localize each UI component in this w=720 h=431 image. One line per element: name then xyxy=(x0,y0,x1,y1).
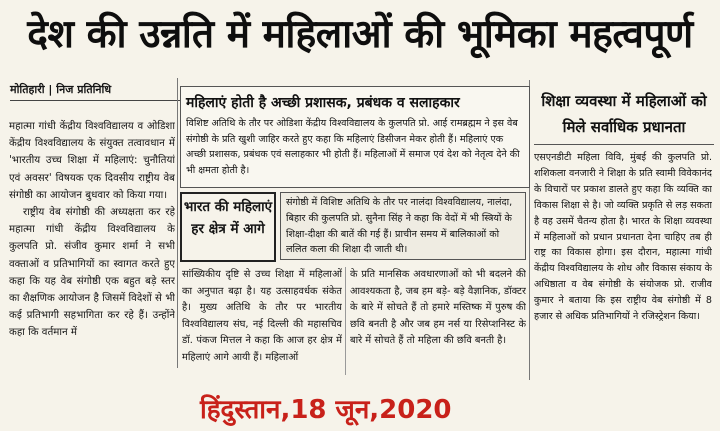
column-1-paragraph-2: राष्ट्रीय वेब संगोष्ठी की अध्यक्षता कर रहे महात्मा गांधी केंद्रीय विश्वविद्यालय के कुलपति प्रो. संजीव कुमार शर्मा ने सभी वक्ताओं व प्रतिभागियों का स्वागत करते हुए कहा कि यह वेब संगोष्ठी एक बहुत बड़े स्तर का शैक्षणिक आयोजन है जिसमें विदेशों से भी कई प्रतिभागी सहभागिता कर रहे हैं। उन्होंने कहा कि वर्तमान में xyxy=(9,207,175,339)
left-box-heading: भारत की महिलाएं हर क्षेत्र में आगे xyxy=(180,192,276,262)
column-1-paragraph-1: महात्मा गांधी केंद्रीय विश्वविद्यालय व ओडिशा केंद्रीय विश्वविद्यालय के संयुक्त तत्वावधान में 'भारतीय उच्च शिक्षा में महिलाएं: चुनौतियां एवं अवसर' विषयक एक दिवसीय राष्ट्रीय वेब संगोष्ठी का आयोजन बुधवार को किया गया। xyxy=(9,121,175,201)
source-caption: हिंदुस्तान,18 जून,2020 xyxy=(200,395,452,425)
column-rule-left xyxy=(177,78,178,368)
column-3: के प्रति मानसिक अवधारणाओं को भी बदलने की आवश्यकता है, जब हम बड़े- बड़े वैज्ञानिक, डॉक्टर के बारे में सोचते हैं तो हमारे मस्तिष्क में पुरुष की छवि बनती है और जब हम नर्स या रिसेप्शनिस्ट के बारे में सोचते हैं तो महिला की छवि बनती है। xyxy=(350,269,526,346)
right-column-heading: शिक्षा व्यवस्था में महिलाओं को मिले सर्वाधिक प्रधानता xyxy=(534,88,714,145)
headline: देश की उन्नति में महिलाओं की भूमिका महत्वपूर्ण xyxy=(27,12,693,57)
column-1 xyxy=(9,118,175,368)
middle-box-heading: महिलाएं होती है अच्छी प्रशासक, प्रबंधक व सलाहकार xyxy=(186,95,460,111)
right-column-body: एसएनडीटी महिला विवि, मुंबई की कुलपति प्रो. शशिकला वनजारी ने शिक्षा के प्रति स्वामी विवेकानंद के विचारों पर प्रकाश डालते हुए कहा कि व्यक्ति का विकास शिक्षा से है। जो व्यक्ति प्रकृति से लड़ सकता है वह उसमें चैतन्य होता है। भारत के शिक्षा व्यवस्था में महिलाओं को प्रधान प्रधानता देना चाहिए तब ही राष्ट्र का विकास होगा। इस दौरान, महात्मा गांधी केंद्रीय विश्वविद्यालय के शोध और विकास संकाय के अधिष्ठाता व वेब संगोष्ठी के संयोजक प्रो. राजीव कुमार ने बताया कि इस राष्ट्रीय वेब संगोष्ठी में 8 हजार से अधिक प्रतिभागियों ने रजिस्ट्रेशन किया। xyxy=(534,152,712,323)
column-2: सांख्यिकीय दृष्टि से उच्च शिक्षा में महिलाओं का अनुपात बढ़ा है। यह उत्साहवर्धक संकेत है। मुख्य अतिथि के तौर पर भारतीय विश्वविद्यालय संघ, नई दिल्ली की महासचिव डॉ. पंकज मित्तल ने कहा कि आज हर क्षेत्र में महिलाएं आगे आयी हैं। महिलाओं xyxy=(182,269,342,363)
inner-box-body: संगोष्ठी में विशिष्ट अतिथि के तौर पर नालंदा विश्वविद्यालय, नालंदा, बिहार की कुलपति प्रो. सुनैना सिंह ने कहा कि वेदों में भी स्त्रियों के शिक्षा-दीक्षा की बातें की गई हैं। प्राचीन समय में बालिकाओं को ललित कला की शिक्षा दी जाती थी। xyxy=(280,192,526,260)
column-rule-middle xyxy=(345,267,346,375)
middle-box-body: विशिष्ट अतिथि के तौर पर ओडिशा केंद्रीय विश्वविद्यालय के कुलपति प्रो. आई रामब्रह्मम ने इस वेब संगोष्ठी के प्रति खुशी जाहिर करते हुए कहा कि महिलाएं डिसीजन मेकर होती हैं। महिलाएं एक अच्छी प्रशासक, प्रबंधक एवं सलाहकार भी होती हैं। महिलाओं में समाज एवं देश को नेतृत्व देने की भी क्षमता होती है। xyxy=(186,118,520,176)
dateline: मोतिहारी | निज प्रतिनिधि xyxy=(10,80,180,101)
